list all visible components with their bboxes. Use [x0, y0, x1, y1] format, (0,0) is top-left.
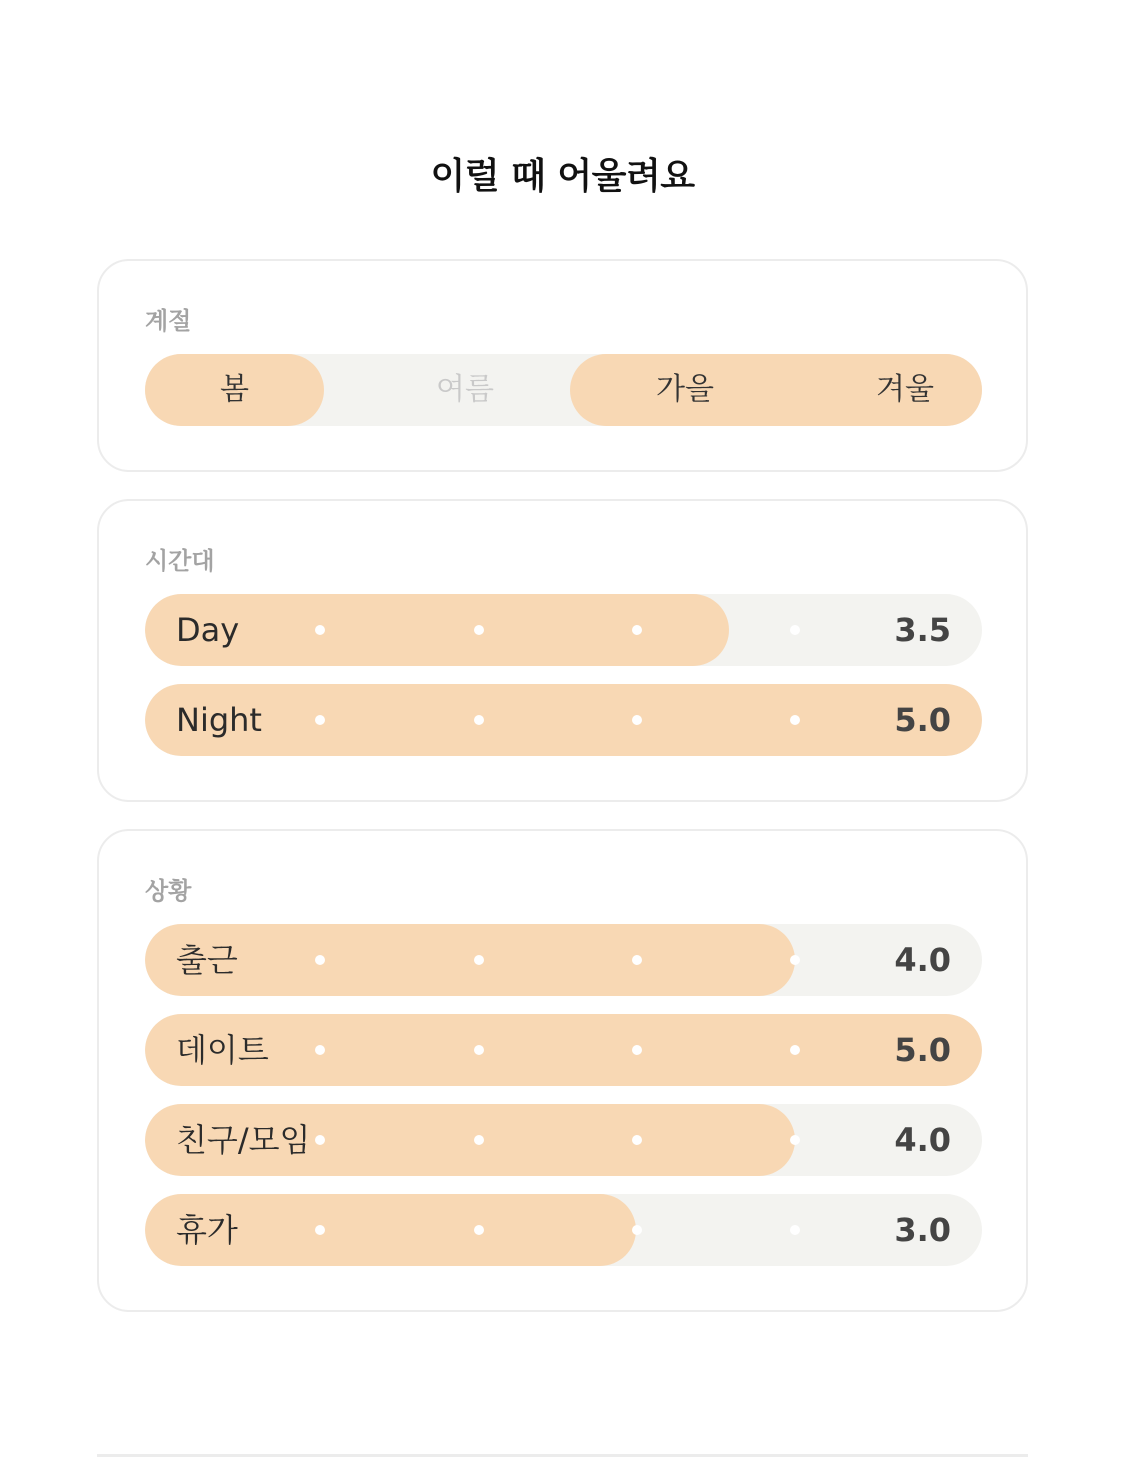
time-bar-day — [145, 594, 982, 666]
season-label: 계절 — [145, 307, 192, 335]
tick-dot — [315, 1135, 325, 1145]
situation-label: 상황 — [145, 877, 192, 905]
season-option-autumn[interactable]: 가을 — [656, 372, 714, 407]
tick-dot — [632, 1135, 642, 1145]
situation-bar-vacation — [145, 1194, 982, 1266]
situation-card — [97, 829, 1028, 1312]
bar-value: 3.5 — [894, 611, 951, 649]
bar-label: Night — [176, 701, 262, 739]
tick-dot — [790, 1135, 800, 1145]
season-card — [97, 259, 1028, 472]
tick-dot — [474, 1225, 484, 1235]
tick-dot — [632, 1225, 642, 1235]
bar-label: 휴가 — [176, 1211, 238, 1249]
bar-label: 친구/모임 — [176, 1121, 311, 1159]
time-card — [97, 499, 1028, 802]
bar-value: 3.0 — [894, 1211, 951, 1249]
tick-dot — [474, 955, 484, 965]
tick-dot — [474, 715, 484, 725]
tick-dot — [474, 625, 484, 635]
season-option-summer[interactable]: 여름 — [436, 372, 494, 407]
situation-bar-commute — [145, 924, 982, 996]
section-title: 이럴 때 어울려요 — [430, 156, 695, 197]
time-label: 시간대 — [145, 547, 215, 575]
tick-dot — [790, 955, 800, 965]
bar-value: 5.0 — [894, 701, 951, 739]
situation-bar-friends — [145, 1104, 982, 1176]
tick-dot — [632, 955, 642, 965]
bar-fill — [145, 684, 982, 756]
tick-dot — [790, 715, 800, 725]
bar-label: 데이트 — [176, 1031, 269, 1069]
season-selector — [145, 354, 982, 426]
situation-bar-date — [145, 1014, 982, 1086]
time-bar-night — [145, 684, 982, 756]
tick-dot — [790, 625, 800, 635]
bar-label: Day — [176, 611, 240, 649]
tick-dot — [632, 715, 642, 725]
bar-label: 출근 — [176, 941, 238, 979]
bar-value: 4.0 — [894, 941, 951, 979]
season-option-winter[interactable]: 겨울 — [876, 372, 934, 407]
bar-fill — [145, 924, 795, 996]
tick-dot — [632, 625, 642, 635]
tick-dot — [790, 1045, 800, 1055]
bar-fill — [145, 1014, 982, 1086]
tick-dot — [790, 1225, 800, 1235]
tick-dot — [315, 715, 325, 725]
bar-value: 5.0 — [894, 1031, 951, 1069]
tick-dot — [315, 1225, 325, 1235]
divider — [97, 1454, 1028, 1457]
bar-value: 4.0 — [894, 1121, 951, 1159]
tick-dot — [315, 625, 325, 635]
tick-dot — [474, 1045, 484, 1055]
tick-dot — [315, 955, 325, 965]
season-option-spring[interactable]: 봄 — [220, 372, 249, 407]
tick-dot — [632, 1045, 642, 1055]
tick-dot — [315, 1045, 325, 1055]
tick-dot — [474, 1135, 484, 1145]
